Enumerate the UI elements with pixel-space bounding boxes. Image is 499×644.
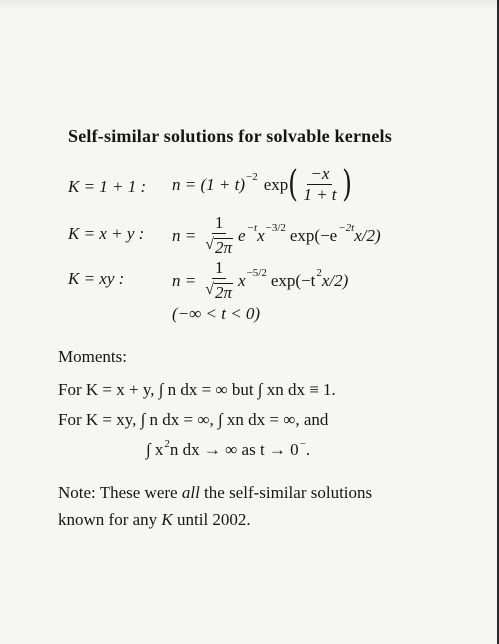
x-base: x xyxy=(257,225,265,245)
radical-sign: √ xyxy=(205,281,215,298)
rhs-prefix: n = (1 + t) xyxy=(172,174,245,194)
x-exponent: −5/2 xyxy=(246,266,267,279)
fraction xyxy=(202,259,236,302)
time-condition xyxy=(172,304,260,324)
equation-rhs xyxy=(172,214,381,257)
note-postfix: until 2002. xyxy=(172,510,251,529)
tail-postfix: x/2) xyxy=(354,225,381,245)
second-moment-end: . xyxy=(305,440,311,459)
moments-heading: Moments: xyxy=(58,347,127,366)
note-prefix: known for any xyxy=(58,510,162,529)
e-exponent: −t xyxy=(246,221,258,234)
radical-sign: √ xyxy=(205,236,215,253)
second-moment-exponent: 2 xyxy=(164,438,170,450)
radicand: 2π xyxy=(215,283,233,302)
moments-line-multiplicative xyxy=(58,410,328,430)
moments-line-text: For K = x + y, ∫ n dx = ∞ but ∫ xn dx ≡ 1. xyxy=(58,380,336,399)
moments-line-additive xyxy=(58,380,336,400)
rhs-n: n = xyxy=(172,270,197,290)
square-root xyxy=(205,281,233,302)
x-base: x xyxy=(238,270,246,290)
scan-shadow-top xyxy=(0,0,499,10)
tail-prefix: exp(−t xyxy=(270,270,316,290)
equation-lhs: K = xy : xyxy=(68,269,125,288)
rhs-function: exp xyxy=(263,174,289,194)
page-title: Self-similar solutions for solvable kernels xyxy=(68,126,392,146)
note-emphasis: K xyxy=(161,510,173,529)
fraction-denominator: 1 + t xyxy=(303,185,337,204)
note-emphasis: all xyxy=(181,483,200,502)
fraction xyxy=(202,214,236,257)
fraction-numerator: −x xyxy=(307,165,332,185)
second-moment-postfix: n dx → ∞ as t → 0 xyxy=(169,440,299,459)
tail-prefix: exp(−e xyxy=(289,225,338,245)
fraction-denominator xyxy=(202,279,236,302)
note-line-2 xyxy=(58,510,251,530)
equation-lhs: K = 1 + 1 : xyxy=(68,177,147,196)
fraction-denominator xyxy=(202,234,236,257)
fraction xyxy=(300,165,339,204)
fraction-numerator: 1 xyxy=(212,214,227,234)
condition-text: (−∞ < t < 0) xyxy=(172,304,261,323)
moments-line-second-moment xyxy=(146,440,310,460)
e-base: e xyxy=(238,225,246,245)
limit-exponent: − xyxy=(299,438,306,450)
tail-exponent: 2 xyxy=(316,266,322,279)
tail-exponent: −2t xyxy=(338,221,355,234)
equation-lhs: K = x + y : xyxy=(68,224,145,243)
moments-line-text: For K = xy, ∫ n dx = ∞, ∫ xn dx = ∞, and xyxy=(58,410,329,429)
note-prefix: Note: These were xyxy=(58,483,182,502)
square-root xyxy=(205,236,233,257)
tail-postfix: x/2) xyxy=(321,270,349,290)
equation-rhs xyxy=(172,259,348,302)
note-line-1 xyxy=(58,483,372,503)
fraction-numerator: 1 xyxy=(212,259,227,279)
right-paren: ) xyxy=(341,163,352,205)
radicand: 2π xyxy=(215,238,233,257)
second-moment-prefix: ∫ x xyxy=(146,440,164,459)
note-postfix: the self-similar solutions xyxy=(199,483,373,502)
x-exponent: −3/2 xyxy=(265,221,286,234)
rhs-n: n = xyxy=(172,225,197,245)
equation-rhs xyxy=(172,165,352,204)
left-paren: ( xyxy=(288,163,299,205)
rhs-exponent: −2 xyxy=(246,170,258,183)
